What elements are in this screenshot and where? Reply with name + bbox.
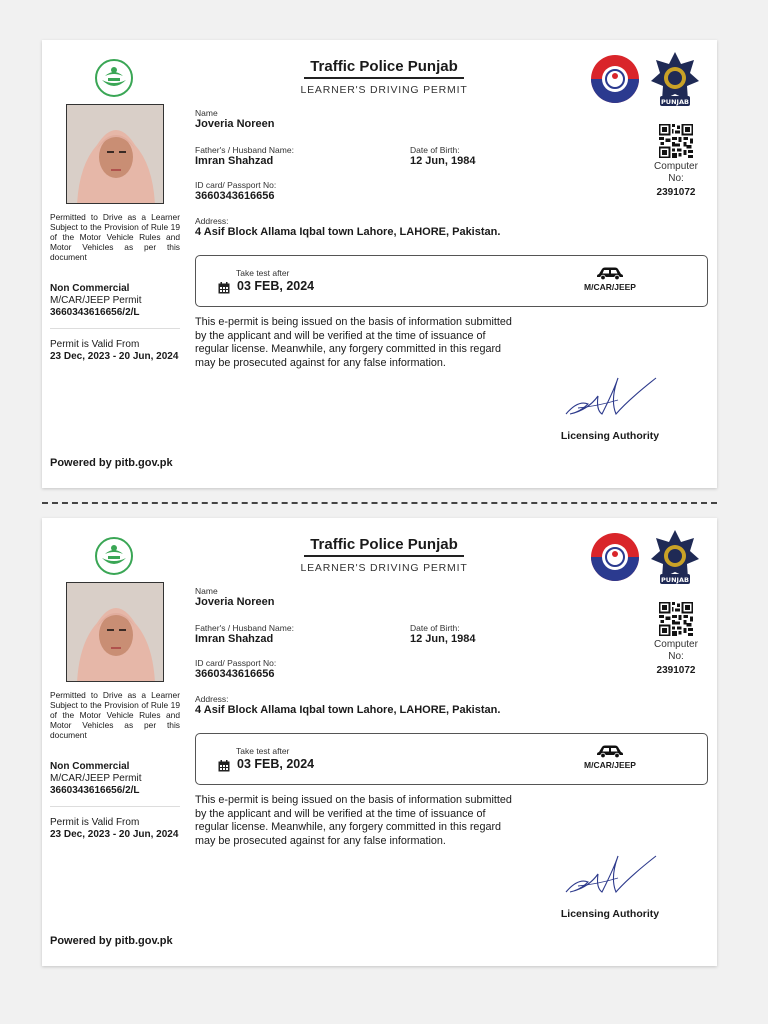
qr-code-icon [659, 602, 693, 636]
dob-label: Date of Birth: [410, 623, 460, 633]
applicant-photo [66, 582, 164, 682]
test-date-box [195, 733, 708, 785]
page-subtitle: LEARNER'S DRIVING PERMIT [300, 84, 468, 96]
name-value: Joveria Noreen [195, 118, 275, 130]
signature-icon [558, 370, 662, 426]
punjab-emblem-icon [94, 536, 134, 576]
permit-card-1 [42, 40, 717, 488]
police-crest-icon [590, 54, 640, 104]
valid-range: 23 Dec, 2023 - 20 Jun, 2024 [50, 351, 179, 362]
computer-number-block [646, 602, 706, 676]
address-label: Address: [195, 216, 229, 226]
father-value: Imran Shahzad [195, 633, 274, 645]
father-field [195, 145, 294, 167]
car-icon [596, 744, 624, 758]
disclaimer-text: This e-permit is being issued on the basis of information submitted by the applicant and will be verified at the time of issuance of regular license. Meanwhile, any forgery committed in this regard may be prosecuted against for any false information. [195, 794, 512, 847]
dob-value: 12 Jun, 1984 [410, 155, 476, 167]
category-value: Non Commercial [50, 283, 130, 294]
disclaimer-text: This e-permit is being issued on the basis of information submitted by the applicant and will be verified at the time of issuance of regular license. Meanwhile, any forgery committed in this regard may be prosecuted against for any false information. [195, 316, 512, 369]
validity [50, 339, 180, 363]
permit-type: M/CAR/JEEP Permit [50, 773, 142, 784]
test-date-value: 03 FEB, 2024 [237, 279, 315, 293]
father-value: Imran Shahzad [195, 155, 274, 167]
computer-number-label: Computer No: [654, 161, 698, 184]
validity [50, 817, 180, 841]
signature-icon [558, 848, 662, 904]
vehicle-class: M/CAR/JEEP [584, 760, 636, 770]
vehicle-class: M/CAR/JEEP [584, 282, 636, 292]
rule-text: Permitted to Drive as a Learner Subject to the Provision of Rule 19 of the Motor Vehicle Rules and Motor Vehicles as per this document [50, 690, 180, 740]
category-value: Non Commercial [50, 761, 130, 772]
test-label: Take test after [236, 268, 290, 278]
page-title: Traffic Police Punjab [304, 536, 464, 557]
address-label: Address: [195, 694, 229, 704]
computer-number-value: 2391072 [656, 665, 696, 676]
father-label: Father's / Husband Name: [195, 623, 294, 633]
name-field [195, 108, 274, 130]
computer-number-block [646, 124, 706, 198]
rule-text: Permitted to Drive as a Learner Subject to the Provision of Rule 19 of the Motor Vehicle Rules and Motor Vehicles as per this document [50, 212, 180, 262]
permit-category [50, 761, 180, 797]
applicant-photo [66, 104, 164, 204]
licensing-authority: Licensing Authority [560, 908, 660, 920]
permit-number: 3660343616656/2/L [50, 785, 140, 796]
computer-number-label: Computer No: [654, 639, 698, 662]
valid-label: Permit is Valid From [50, 339, 140, 350]
id-field [195, 658, 276, 680]
name-field [195, 586, 274, 608]
address-field [195, 694, 500, 716]
qr-code-icon [659, 124, 693, 158]
page-subtitle: LEARNER'S DRIVING PERMIT [300, 562, 468, 574]
badge-text: PUNJAB [661, 576, 689, 584]
permit-card-2 [42, 518, 717, 966]
id-value: 3660343616656 [195, 190, 275, 202]
calendar-icon [218, 760, 230, 772]
cut-line [42, 502, 717, 504]
punjab-emblem-icon [94, 58, 134, 98]
valid-label: Permit is Valid From [50, 817, 140, 828]
dob-field [410, 145, 475, 167]
licensing-authority: Licensing Authority [560, 430, 660, 442]
dob-value: 12 Jun, 1984 [410, 633, 476, 645]
address-value: 4 Asif Block Allama Iqbal town Lahore, LAHORE, Pakistan. [195, 226, 501, 238]
police-star-badge-icon [650, 50, 700, 108]
test-date-value: 03 FEB, 2024 [237, 757, 315, 771]
car-icon [596, 266, 624, 280]
page-title: Traffic Police Punjab [304, 58, 464, 79]
calendar-icon [218, 282, 230, 294]
address-value: 4 Asif Block Allama Iqbal town Lahore, LAHORE, Pakistan. [195, 704, 501, 716]
father-field [195, 623, 294, 645]
id-field [195, 180, 276, 202]
permit-category [50, 283, 180, 319]
dob-field [410, 623, 475, 645]
test-date-box [195, 255, 708, 307]
powered-by: Powered by pitb.gov.pk [50, 935, 173, 947]
id-label: ID card/ Passport No: [195, 180, 277, 190]
divider [50, 328, 180, 329]
name-value: Joveria Noreen [195, 596, 275, 608]
valid-range: 23 Dec, 2023 - 20 Jun, 2024 [50, 829, 179, 840]
police-star-badge-icon [650, 528, 700, 586]
permit-number: 3660343616656/2/L [50, 307, 140, 318]
id-value: 3660343616656 [195, 668, 275, 680]
name-label: Name [195, 586, 218, 596]
powered-by: Powered by pitb.gov.pk [50, 457, 173, 469]
test-label: Take test after [236, 746, 290, 756]
police-crest-icon [590, 532, 640, 582]
permit-type: M/CAR/JEEP Permit [50, 295, 142, 306]
id-label: ID card/ Passport No: [195, 658, 277, 668]
dob-label: Date of Birth: [410, 145, 460, 155]
father-label: Father's / Husband Name: [195, 145, 294, 155]
divider [50, 806, 180, 807]
computer-number-value: 2391072 [656, 187, 696, 198]
badge-text: PUNJAB [661, 98, 689, 106]
name-label: Name [195, 108, 218, 118]
address-field [195, 216, 500, 238]
